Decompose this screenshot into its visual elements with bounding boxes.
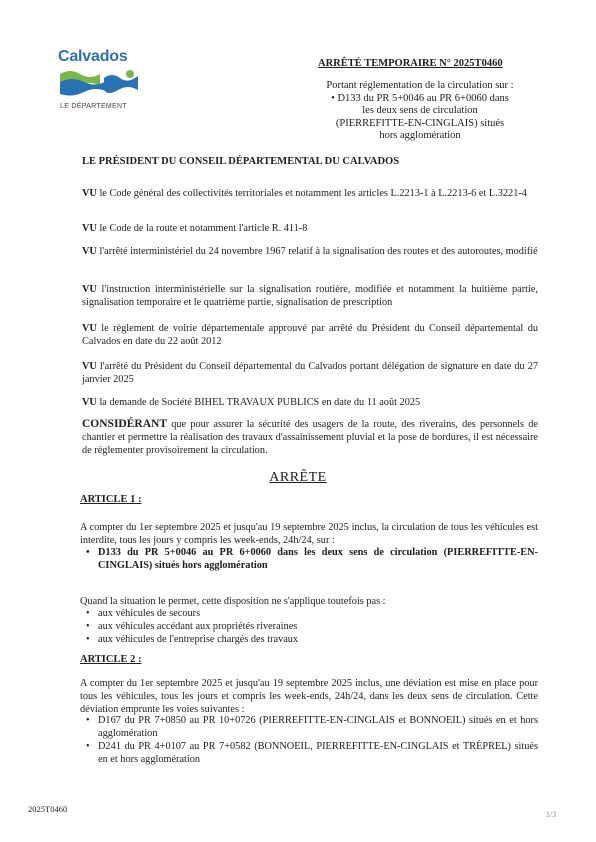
document-title: ARRÊTÉ TEMPORAIRE N° 2025T0460 — [318, 58, 503, 69]
article-1-exceptions — [80, 607, 538, 646]
considerant-lead: CONSIDÉRANT — [82, 418, 167, 430]
article-1-exception-intro: Quand la situation le permet, cette disposition ne s'applique toutefois pas : — [80, 596, 386, 607]
exception-item: • aux véhicules de secours — [80, 607, 538, 620]
visa-text: le Code général des collectivités territoriales et notamment les articles L.2213-1 à L.2213-6 et L.3221-4 — [96, 188, 527, 199]
road-bullet: • D133 du PR 5+0046 au PR 6+0060 dans les deux sens de circulation (PIERREFITTE-EN-CINGLAIS) situés hors agglomération — [80, 546, 538, 572]
article-1-intro: A compter du 1er septembre 2025 et jusqu'au 19 septembre 2025 inclus, la circulation de tous les véhicules est interdite, tous les jours y compris les week-ends, 24h/24, sur : — [80, 522, 538, 546]
document-subtitle — [300, 80, 540, 143]
visa-text: le règlement de voirie départementale approuvé par arrêté du Président du Conseil départemental du Calvados en date du 22 août 2012 — [82, 323, 538, 347]
decree-heading: ARRÊTE — [269, 470, 327, 485]
visa-text: le Code de la route et notamment l'article R. 411-8 — [96, 223, 308, 234]
visa-text: l'instruction interministérielle sur la signalisation routière, modifiée et notamment la huitième partie, signalisation temporaire et le quatrième partie, signalisation de prescription — [82, 284, 538, 308]
footer-reference: 2025T0460 — [28, 804, 68, 814]
logo-wordmark: Calvados — [58, 48, 128, 65]
visa-item — [82, 360, 538, 386]
visa-lead: VU — [82, 188, 97, 199]
visa-lead: VU — [82, 323, 97, 334]
issuer-heading: LE PRÉSIDENT DU CONSEIL DÉPARTEMENTAL DU CALVADOS — [82, 156, 400, 167]
visa-text: l'arrêté du Président du Conseil départemental du Calvados portant délégation de signature en date du 27 janvier 2025 — [82, 361, 538, 385]
calvados-logo — [58, 48, 140, 116]
exception-item: • aux véhicules de l'entreprise chargés des travaux — [80, 633, 538, 646]
visa-lead: VU — [82, 284, 97, 295]
visa-item — [82, 187, 538, 200]
visa-lead: VU — [82, 397, 97, 408]
subtitle-line: Portant réglementation de la circulation sur : — [326, 80, 514, 91]
visa-item — [82, 396, 538, 409]
visa-item — [82, 283, 538, 309]
considerant-text: que pour assurer la sécurité des usagers de la route, des riverains, des personnels de chantier et permettre la réalisation des travaux d'assainissement pluvial et la pose de bordures, il est nécessaire de réglementer provisoirement la circulation. — [82, 419, 538, 456]
calvados-wave-icon — [60, 68, 138, 98]
visa-item — [82, 222, 538, 235]
route-item: • D241 du PR 4+0107 au PR 7+0582 (BONNOEIL, PIERREFITTE-EN-CINGLAIS et TRÉPREL) situés en et hors agglomération — [80, 740, 538, 766]
exception-item: • aux véhicules accédant aux propriétés riveraines — [80, 620, 538, 633]
subtitle-line: (PIERREFITTE-EN-CINGLAIS) situés — [335, 117, 505, 129]
page-number: 1/3 — [546, 810, 557, 819]
visa-lead: VU — [82, 361, 97, 372]
article-2-title: ARTICLE 2 : — [80, 654, 142, 665]
considerant-paragraph — [82, 418, 538, 457]
article-2-intro: A compter du 1er septembre 2025 et jusqu'au 19 septembre 2025 inclus, une déviation est mise en place pour tous les véhicules, tous les jours et compris les week-ends, 24h/24, dans les deux sens de circulation. Cette déviation emprunte les voies suivantes : — [80, 678, 538, 715]
subtitle-line: • D133 du PR 5+0046 au PR 6+0060 dans — [331, 92, 509, 104]
subtitle-line: hors agglomération — [379, 130, 461, 141]
article-1-road-list — [80, 546, 538, 572]
logo-subtitle: LE DÉPARTEMENT — [60, 103, 127, 110]
visa-item — [82, 245, 538, 258]
visa-item — [82, 322, 538, 348]
visa-lead: VU — [82, 223, 97, 234]
article-1-title: ARTICLE 1 : — [80, 494, 142, 505]
visa-text: l'arrêté interministériel du 24 novembre 1967 relatif à la signalisation des routes et des autoroutes, modifié — [96, 246, 538, 257]
visa-text: la demande de Société BIHEL TRAVAUX PUBLICS en date du 11 août 2025 — [96, 397, 421, 408]
article-2-routes — [80, 714, 538, 766]
visa-lead: VU — [82, 246, 97, 257]
route-item: • D167 du PR 7+0850 au PR 10+0726 (PIERREFITTE-EN-CINGLAIS et BONNOEIL) situés en et hors agglomération — [80, 714, 538, 740]
subtitle-line: les deux sens de circulation — [362, 105, 478, 116]
